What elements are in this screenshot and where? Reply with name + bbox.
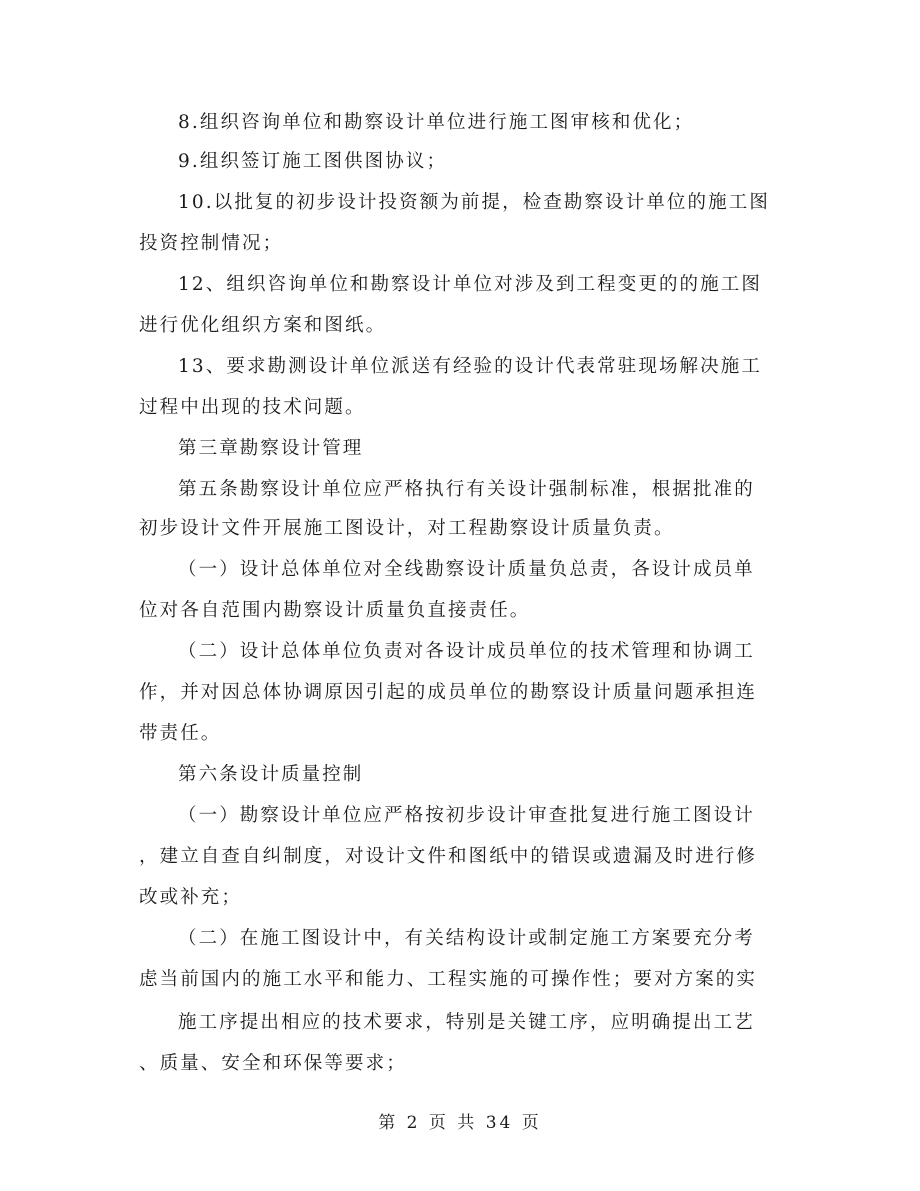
article-6-clause-2-line-2: 虑当前国内的施工水平和能力、工程实施的可操作性；要对方案的实 [139, 969, 758, 990]
paragraph-item-8: 8.组织咨询单位和勘察设计单位进行施工图审核和优化； [178, 112, 695, 133]
article-6-clause-1-line-3: 改或补充； [139, 887, 243, 908]
paragraph-item-12-line-1: 12、组织咨询单位和勘察设计单位对涉及到工程变更的的施工图 [178, 274, 762, 295]
paragraph-item-10-line-2: 投资控制情况； [139, 233, 284, 254]
article-5-line-1: 第五条勘察设计单位应严格执行有关设计强制标准，根据批准的 [178, 479, 755, 500]
article-5-line-2: 初步设计文件开展施工图设计，对工程勘察设计质量负责。 [139, 518, 675, 539]
article-6-heading: 第六条设计质量控制 [178, 764, 364, 785]
page-number-footer: 第 2 页 共 34 页 [378, 1113, 542, 1133]
article-5-clause-1-line-2: 位对各自范围内勘察设计质量负直接责任。 [139, 600, 531, 621]
article-6-clause-2-line-3: 施工序提出相应的技术要求，特别是关键工序，应明确提出工艺 [178, 1012, 755, 1033]
paragraph-item-10-line-1: 10.以批复的初步设计投资额为前提，检查勘察设计单位的施工图 [178, 192, 770, 213]
article-5-clause-2-line-3: 带责任。 [139, 723, 222, 744]
paragraph-item-12-line-2: 进行优化组织方案和图纸。 [139, 315, 387, 336]
paragraph-item-13-line-1: 13、要求勘测设计单位派送有经验的设计代表常驻现场解决施工 [178, 356, 762, 377]
article-6-clause-2-line-4: 、质量、安全和环保等要求； [139, 1053, 407, 1074]
chapter-heading: 第三章勘察设计管理 [178, 438, 364, 459]
article-5-clause-2-line-2: 作，并对因总体协调原因引起的成员单位的勘察设计质量问题承担连 [139, 682, 758, 703]
article-5-clause-2-line-1: （二）设计总体单位负责对各设计成员单位的技术管理和协调工 [178, 641, 755, 662]
article-6-clause-1-line-2: ，建立自查自纠制度，对设计文件和图纸中的错误或遗漏及时进行修 [139, 846, 758, 867]
article-5-clause-1-line-1: （一）设计总体单位对全线勘察设计质量负总责，各设计成员单 [178, 559, 755, 580]
article-6-clause-1-line-1: （一）勘察设计单位应严格按初步设计审查批复进行施工图设计 [178, 805, 755, 826]
paragraph-item-13-line-2: 过程中出现的技术问题。 [139, 397, 366, 418]
paragraph-item-9: 9.组织签订施工图供图协议； [178, 151, 448, 172]
article-6-clause-2-line-1: （二）在施工图设计中，有关结构设计或制定施工方案要充分考 [178, 928, 755, 949]
